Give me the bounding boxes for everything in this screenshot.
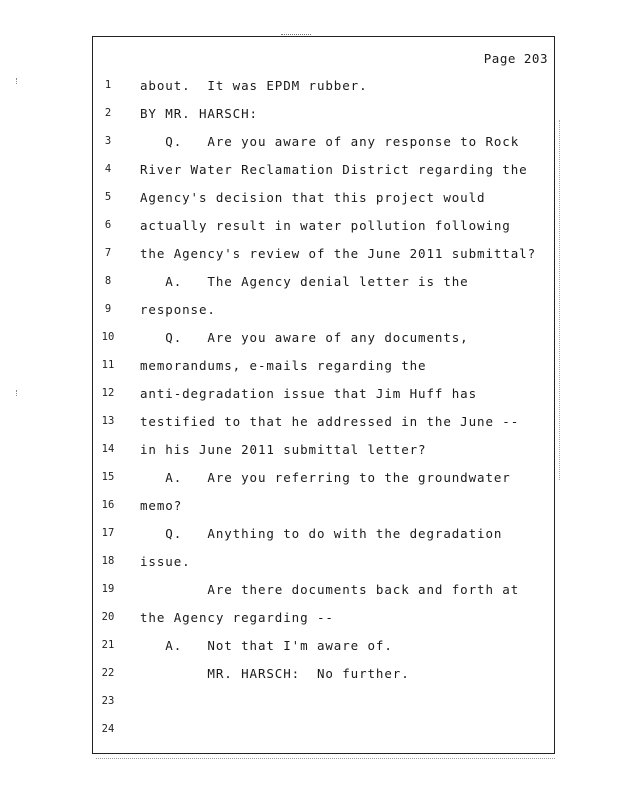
scan-artifact-edge <box>559 120 560 480</box>
transcript-line <box>93 577 556 601</box>
line-number: 13 <box>101 415 115 427</box>
line-number: 3 <box>104 135 112 147</box>
line-text: memo? <box>140 498 183 513</box>
line-number: 1 <box>104 79 112 91</box>
transcript-line <box>93 717 556 741</box>
line-text: actually result in water pollution following <box>140 218 511 233</box>
line-number: 5 <box>104 191 112 203</box>
line-text: Q. Are you aware of any response to Rock <box>140 134 520 149</box>
line-number: 4 <box>104 163 112 175</box>
line-number: 20 <box>101 611 115 623</box>
line-text: about. It was EPDM rubber. <box>140 78 368 93</box>
line-text: Are there documents back and forth at <box>140 582 520 597</box>
scan-artifact-bottom <box>96 758 555 759</box>
line-number: 11 <box>101 359 115 371</box>
margin-mark <box>16 390 17 396</box>
transcript-line <box>93 465 556 489</box>
transcript-line <box>93 353 556 377</box>
line-number: 12 <box>101 387 115 399</box>
scan-artifact-top <box>281 34 311 35</box>
transcript-line <box>93 493 556 517</box>
transcript-line <box>93 101 556 125</box>
line-text: the Agency's review of the June 2011 submittal? <box>140 246 537 261</box>
page-number: Page 203 <box>483 51 548 66</box>
line-number: 22 <box>101 667 115 679</box>
line-text: A. Not that I'm aware of. <box>140 638 393 653</box>
line-text: Q. Are you aware of any documents, <box>140 330 469 345</box>
transcript-line <box>93 325 556 349</box>
line-text: River Water Reclamation District regarding the <box>140 162 528 177</box>
transcript-line <box>93 185 556 209</box>
line-text: response. <box>140 302 216 317</box>
line-number: 16 <box>101 499 115 511</box>
transcript-line <box>93 381 556 405</box>
line-number: 24 <box>101 723 115 735</box>
line-text: BY MR. HARSCH: <box>140 106 258 121</box>
transcript-line <box>93 297 556 321</box>
transcript-line <box>93 437 556 461</box>
line-number: 23 <box>101 695 115 707</box>
transcript-line <box>93 605 556 629</box>
line-text: issue. <box>140 554 191 569</box>
transcript-line <box>93 689 556 713</box>
transcript-line <box>93 73 556 97</box>
line-text: memorandums, e-mails regarding the <box>140 358 427 373</box>
transcript-page <box>92 36 555 754</box>
line-text: Q. Anything to do with the degradation <box>140 526 503 541</box>
line-text: Agency's decision that this project would <box>140 190 486 205</box>
line-number: 15 <box>101 471 115 483</box>
line-number: 6 <box>104 219 112 231</box>
line-number: 8 <box>104 275 112 287</box>
margin-mark <box>16 78 17 84</box>
line-number: 17 <box>101 527 115 539</box>
transcript-line <box>93 409 556 433</box>
line-number: 2 <box>104 107 112 119</box>
line-text: the Agency regarding -- <box>140 610 334 625</box>
transcript-line <box>93 661 556 685</box>
line-number: 21 <box>101 639 115 651</box>
line-number: 18 <box>101 555 115 567</box>
transcript-line <box>93 269 556 293</box>
transcript-line <box>93 633 556 657</box>
line-text: MR. HARSCH: No further. <box>140 666 410 681</box>
transcript-line <box>93 549 556 573</box>
transcript-line <box>93 213 556 237</box>
line-number: 10 <box>101 331 115 343</box>
line-text: A. The Agency denial letter is the <box>140 274 469 289</box>
transcript-line <box>93 129 556 153</box>
transcript-line <box>93 241 556 265</box>
transcript-line <box>93 521 556 545</box>
transcript-line <box>93 157 556 181</box>
line-text: A. Are you referring to the groundwater <box>140 470 511 485</box>
line-number: 19 <box>101 583 115 595</box>
line-text: in his June 2011 submittal letter? <box>140 442 427 457</box>
line-number: 14 <box>101 443 115 455</box>
line-number: 9 <box>104 303 112 315</box>
line-text: testified to that he addressed in the June -- <box>140 414 520 429</box>
line-text: anti-degradation issue that Jim Huff has <box>140 386 478 401</box>
line-number: 7 <box>104 247 112 259</box>
